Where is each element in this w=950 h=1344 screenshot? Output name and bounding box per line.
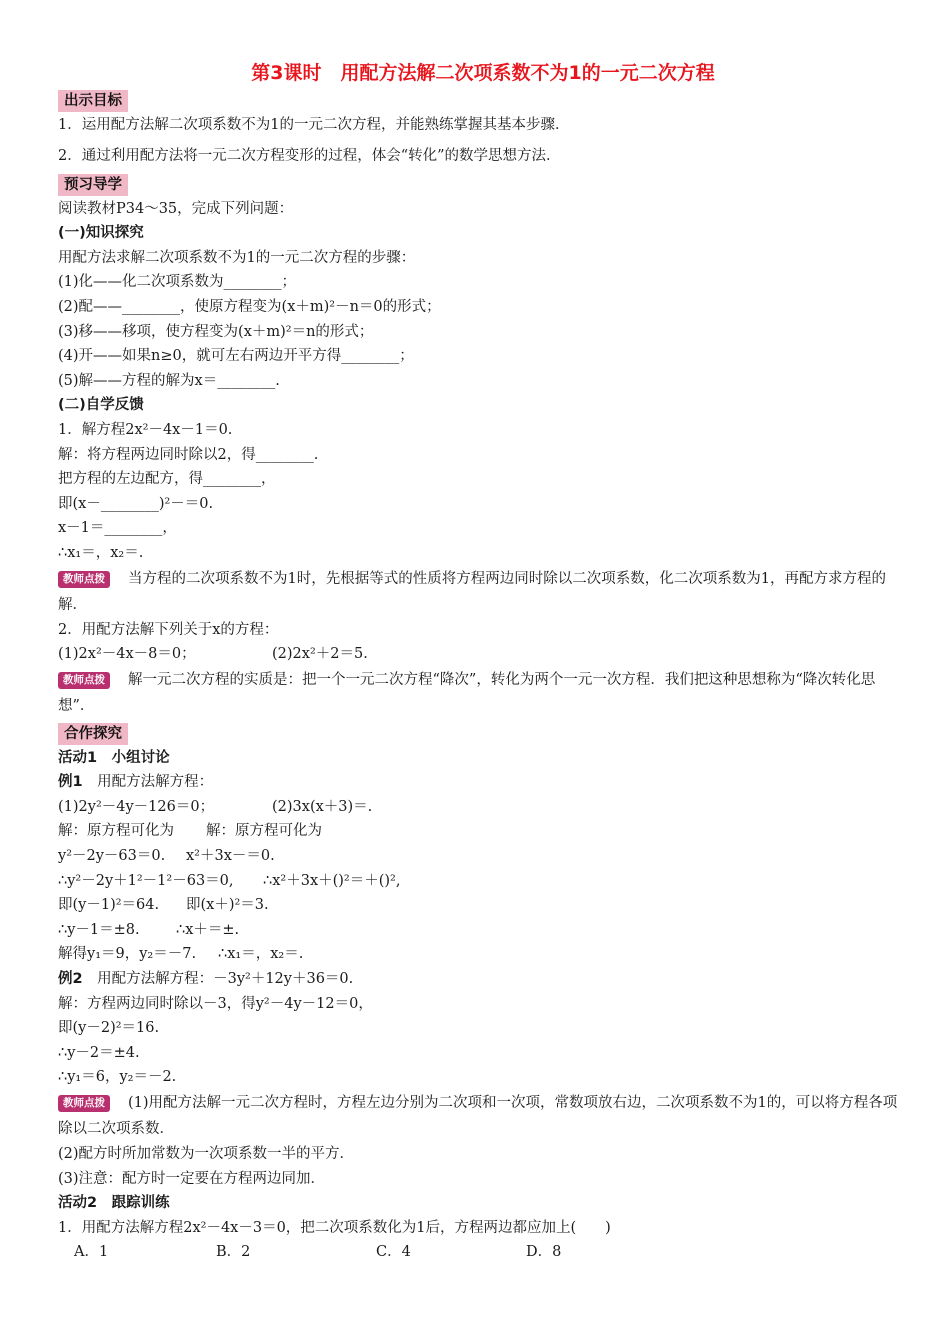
example-1-col1: 解得y₁＝9，y₂＝－7.	[58, 946, 197, 963]
teacher-note-3	[58, 1090, 898, 1142]
section-goals: 出示目标	[58, 90, 128, 112]
example-1-col1: ∴y－1＝±8.	[58, 921, 140, 938]
example-2-line: 即(y－2)²＝16.	[58, 1020, 160, 1037]
example-1-row	[58, 942, 898, 967]
teacher-note-2	[58, 667, 898, 719]
knowledge-line: (4)开——如果n≥0，就可左右两边开平方得________；	[58, 348, 414, 365]
example-1-row	[58, 819, 898, 844]
teacher-note-text: 当方程的二次项系数不为1时，先根据等式的性质将方程两边同时除以二次项系数，化二次项系数为1，再配方求方程的解．	[58, 570, 886, 613]
example-1-col2: 解：原方程可化为	[206, 823, 322, 840]
question-2a: (1)2x²－4x－8＝0；	[58, 646, 196, 663]
example-1-row	[58, 869, 898, 894]
knowledge-line: (2)配——________，使原方程变为(x＋m)²－n＝0的形式；	[58, 298, 441, 315]
example-1-col2: (2)3x(x＋3)＝.	[272, 798, 373, 815]
activity-1-title: 活动1 小组讨论	[58, 749, 170, 766]
teacher-tip-badge: 教师点拨	[58, 571, 110, 588]
example-1-col2: 即(x＋)²＝3.	[186, 897, 269, 914]
example-1-row	[58, 795, 898, 820]
option-a: A．1	[74, 1244, 109, 1261]
teacher-note-3b: (2)配方时所加常数为一次项系数一半的平方．	[58, 1146, 355, 1162]
example-2-line: ∴y₁＝6，y₂＝－2.	[58, 1069, 177, 1086]
option-c: C．4	[376, 1244, 411, 1261]
example-1-col1: 即(y－1)²＝64.	[58, 897, 160, 914]
example-1-col1: 解：原方程可化为	[58, 823, 174, 840]
knowledge-line: 用配方法求解二次项系数不为1的一元二次方程的步骤：	[58, 249, 416, 266]
example-1-row	[58, 918, 898, 943]
question-2-parts	[58, 642, 898, 667]
teacher-tip-badge: 教师点拨	[58, 1095, 110, 1112]
goal-2: 2．通过利用配方法将一元二次方程变形的过程，体会“转化”的数学思想方法．	[58, 147, 561, 164]
feedback-line: ∴x₁＝，x₂＝.	[58, 544, 144, 561]
feedback-line: 解：将方程两边同时除以2，得________.	[58, 446, 319, 463]
teacher-note-text: (1)用配方法解一元二次方程时，方程左边分别为二次项和一次项，常数项放右边，二次项系数不为1的，可以将方程各项除以二次项系数．	[58, 1095, 898, 1137]
example-2-line: 解：方程两边同时除以－3，得y²－4y－12＝0，	[58, 995, 373, 1012]
section-coop: 合作探究	[58, 723, 128, 745]
feedback-line: 1．解方程2x²－4x－1＝0.	[58, 421, 233, 438]
example-1-label: 例1	[58, 774, 83, 791]
question-2: 2．用配方法解下列关于x的方程：	[58, 621, 279, 638]
teacher-note-3c: (3)注意：配方时一定要在方程两边同加．	[58, 1170, 326, 1187]
option-d: D．8	[526, 1244, 562, 1261]
example-1-col1: ∴y²－2y＋1²－1²－63＝0,	[58, 872, 234, 889]
feedback-line: 把方程的左边配方，得________，	[58, 471, 276, 488]
teacher-note-1	[58, 566, 898, 618]
teacher-note-text: 解一元二次方程的实质是：把一个一元二次方程“降次”，转化为两个一元一次方程．我们把这种思想称为“降次转化思想”．	[58, 671, 876, 714]
training-question-1: 1．用配方法解方程2x²－4x－3＝0，把二次项系数化为1后，方程两边都应加上( )	[58, 1219, 611, 1236]
answer-options	[58, 1240, 898, 1265]
example-1-col2: ∴x＋＝±.	[176, 921, 240, 938]
example-1-col2: ∴x₁＝，x₂＝.	[218, 946, 304, 963]
example-1-col2: ∴x²＋3x＋()²＝＋()²,	[263, 872, 401, 889]
example-1-col1: y²－2y－63＝0.	[58, 848, 166, 865]
example-1	[58, 770, 898, 795]
example-1-col2: x²＋3x－＝0.	[186, 848, 275, 865]
question-2b: (2)2x²＋2＝5.	[272, 646, 368, 663]
feedback-line: x－1＝________，	[58, 520, 177, 537]
example-1-row	[58, 893, 898, 918]
example-2-label: 例2	[58, 971, 83, 988]
feedback-line: 即(x－________)²－＝0.	[58, 495, 214, 512]
activity-2-title: 活动2 跟踪训练	[58, 1195, 170, 1212]
example-1-col1: (1)2y²－4y－126＝0；	[58, 798, 215, 815]
feedback-title: (二)自学反馈	[58, 397, 144, 414]
example-2-text: 用配方法解方程：－3y²＋12y＋36＝0.	[82, 971, 354, 988]
teacher-tip-badge: 教师点拨	[58, 672, 110, 689]
example-1-row	[58, 844, 898, 869]
example-2	[58, 967, 898, 992]
knowledge-title: (一)知识探究	[58, 225, 144, 242]
goal-1: 1．运用配方法解二次项系数不为1的一元二次方程，并能熟练掌握其基本步骤．	[58, 117, 570, 133]
knowledge-line: (5)解——方程的解为x＝________.	[58, 372, 280, 389]
knowledge-line: (1)化——化二次项系数为________；	[58, 274, 297, 291]
option-b: B．2	[216, 1244, 251, 1261]
page-title: 第3课时 用配方法解二次项系数不为1的一元二次方程	[251, 62, 715, 84]
knowledge-line: (3)移——移项，使方程变为(x＋m)²＝n的形式；	[58, 323, 374, 340]
document-page	[58, 58, 898, 1265]
example-2-line: ∴y－2＝±4.	[58, 1044, 140, 1061]
section-preview: 预习导学	[58, 174, 128, 196]
example-1-text: 用配方法解方程：	[82, 774, 214, 791]
preview-intro: 阅读教材P34～35，完成下列问题：	[58, 200, 294, 217]
